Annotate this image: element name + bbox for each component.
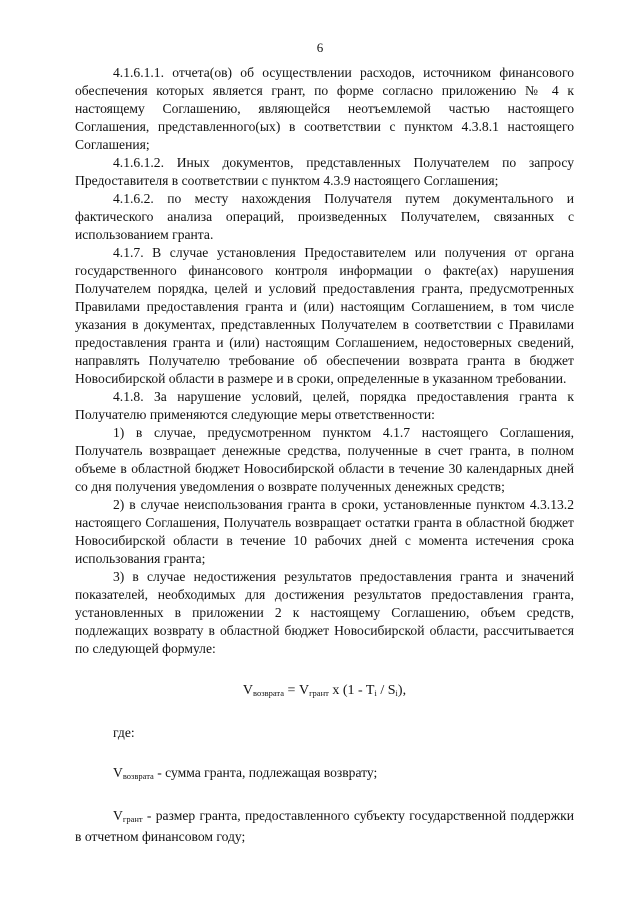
paragraph: 2) в случае неиспользования гранта в сроки, установленные пунктом 4.3.13.2 настоящего Соглашения, Получатель возвращает остатки гранта в областной бюджет Новосибирской области в течение 10 рабочих дней с момента истечения срока использования гранта; bbox=[75, 497, 574, 566]
paragraph: 3) в случае недостижения результатов предоставления гранта и значений показателей, необходимых для достижения результатов предоставления гранта, установленных в приложении 2 к настоящему Соглашению, объем средств, подлежащих возврату в областной бюджет Новосибирской области, рассчитывается по следующей формуле: bbox=[75, 569, 574, 656]
formula-sub-return: возврата bbox=[253, 688, 285, 698]
formula-sub-i2: i bbox=[395, 688, 398, 698]
definition-return bbox=[75, 764, 574, 785]
document-body bbox=[75, 64, 574, 846]
formula-sub-i1: i bbox=[374, 688, 377, 698]
paragraph: 1) в случае, предусмотренном пунктом 4.1.7 настоящего Соглашения, Получатель возвращает денежные средства, полученные в счет гранта, в полном объеме в областной бюджет Новосибирской области в течение 30 календарных дней со дня получения уведомления о возврате полученных денежных средств; bbox=[75, 425, 574, 494]
formula-tail-2: / S bbox=[376, 683, 396, 698]
definition-symbol: V bbox=[113, 765, 123, 780]
formula-v2: V bbox=[298, 683, 310, 698]
formula-sub-grant: грант bbox=[309, 688, 329, 698]
paragraph: 4.1.7. В случае установления Предоставителем или получения от органа государственного финансового контроля информации о факте(ах) нарушения Получателем порядка, целей и условий предоставления гранта, предусмотренных Правилами предоставления гранта и (или) настоящим Соглашением, в том числе указания в документах, представленных Получателем в соответствии с Правилами предоставления гранта и (или) настоящим Соглашением, недостоверных сведений, направлять Получателю требование об обеспечении возврата гранта в бюджет Новосибирской области в размере и в сроки, определенные в указанном требовании. bbox=[75, 245, 574, 386]
page-number: 6 bbox=[316, 40, 324, 55]
formula-tail-3: ), bbox=[397, 683, 407, 698]
definition-subscript: грант bbox=[122, 814, 143, 824]
paragraph: 4.1.6.2. по месту нахождения Получателя путем документального и фактического анализа операций, произведенных Получателем, связанных с использованием гранта. bbox=[75, 191, 574, 242]
definition-text: - размер гранта, предоставленного субъекту государственной поддержки в отчетном финансовом году; bbox=[75, 808, 574, 844]
definition-text: - сумма гранта, подлежащая возврату; bbox=[153, 765, 378, 780]
formula-eq: = bbox=[284, 683, 299, 698]
formula-tail-1: x (1 - T bbox=[328, 683, 375, 698]
return-formula bbox=[75, 682, 574, 702]
formula-v: V bbox=[242, 683, 254, 698]
definition-grant bbox=[75, 807, 574, 846]
definition-subscript: возврата bbox=[122, 771, 154, 781]
paragraph: 4.1.8. За нарушение условий, целей, порядка предоставления гранта к Получателю применяются следующие меры ответственности: bbox=[75, 389, 574, 422]
where-label: где: bbox=[113, 725, 135, 740]
definitions bbox=[75, 724, 574, 846]
definition-symbol: V bbox=[113, 808, 123, 823]
paragraph: 4.1.6.1.1. отчета(ов) об осуществлении расходов, источником финансового обеспечения которых является грант, по форме согласно приложению № 4 к настоящему Соглашению, являющейся неотъемлемой частью настоящего Соглашения, представленного(ых) в соответствии с пунктом 4.3.8.1 настоящего Соглашения; bbox=[75, 65, 574, 152]
paragraph: 4.1.6.1.2. Иных документов, представленных Получателем по запросу Предоставителя в соответствии с пунктом 4.3.9 настоящего Соглашения; bbox=[75, 155, 574, 188]
